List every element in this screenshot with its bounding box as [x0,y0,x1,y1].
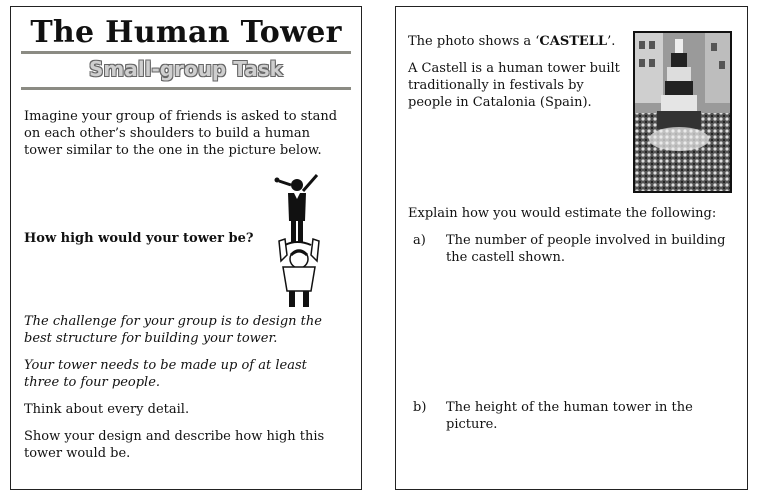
requirement-paragraph: Your tower needs to be made up of at least three to four people. [24,358,307,390]
task-card-right [395,6,748,490]
challenge-paragraph: The challenge for your group is to design the best structure for building your tower. [24,314,322,346]
castell-definition: A Castell is a human tower built traditionally in festivals by people in Catalonia (Spain). [408,61,620,110]
photo-caption-prefix: The photo shows a ‘ [408,34,540,49]
page-title: The Human Tower [30,15,342,50]
think-paragraph: Think about every detail. [24,402,190,417]
subtitle: Small-group Task [89,57,283,81]
item-a-text: The number of people involved in building the castell shown. [446,233,726,265]
castell-photo [633,31,732,193]
show-paragraph: Show your design and describe how high this tower would be. [24,429,325,461]
question-heading: How high would your tower be? [24,231,254,246]
item-b-marker: b) [413,400,427,415]
explain-instruction: Explain how you would estimate the following: [408,206,717,221]
task-card-left [10,6,362,490]
item-b-text: The height of the human tower in the picture. [446,400,693,432]
photo-caption-term: CASTELL [539,34,608,49]
human-tower-cartoon-icon [261,169,341,309]
title-rule-bottom [21,87,351,90]
castell-photo-image [635,33,730,191]
intro-paragraph: Imagine your group of friends is asked to stand on each other’s shoulders to build a human tower similar to the one in the picture below. [24,109,338,158]
title-rule-top [21,51,351,54]
item-a-marker: a) [413,233,426,248]
photo-caption-suffix: ’. [607,34,616,49]
photo-caption [408,33,623,50]
